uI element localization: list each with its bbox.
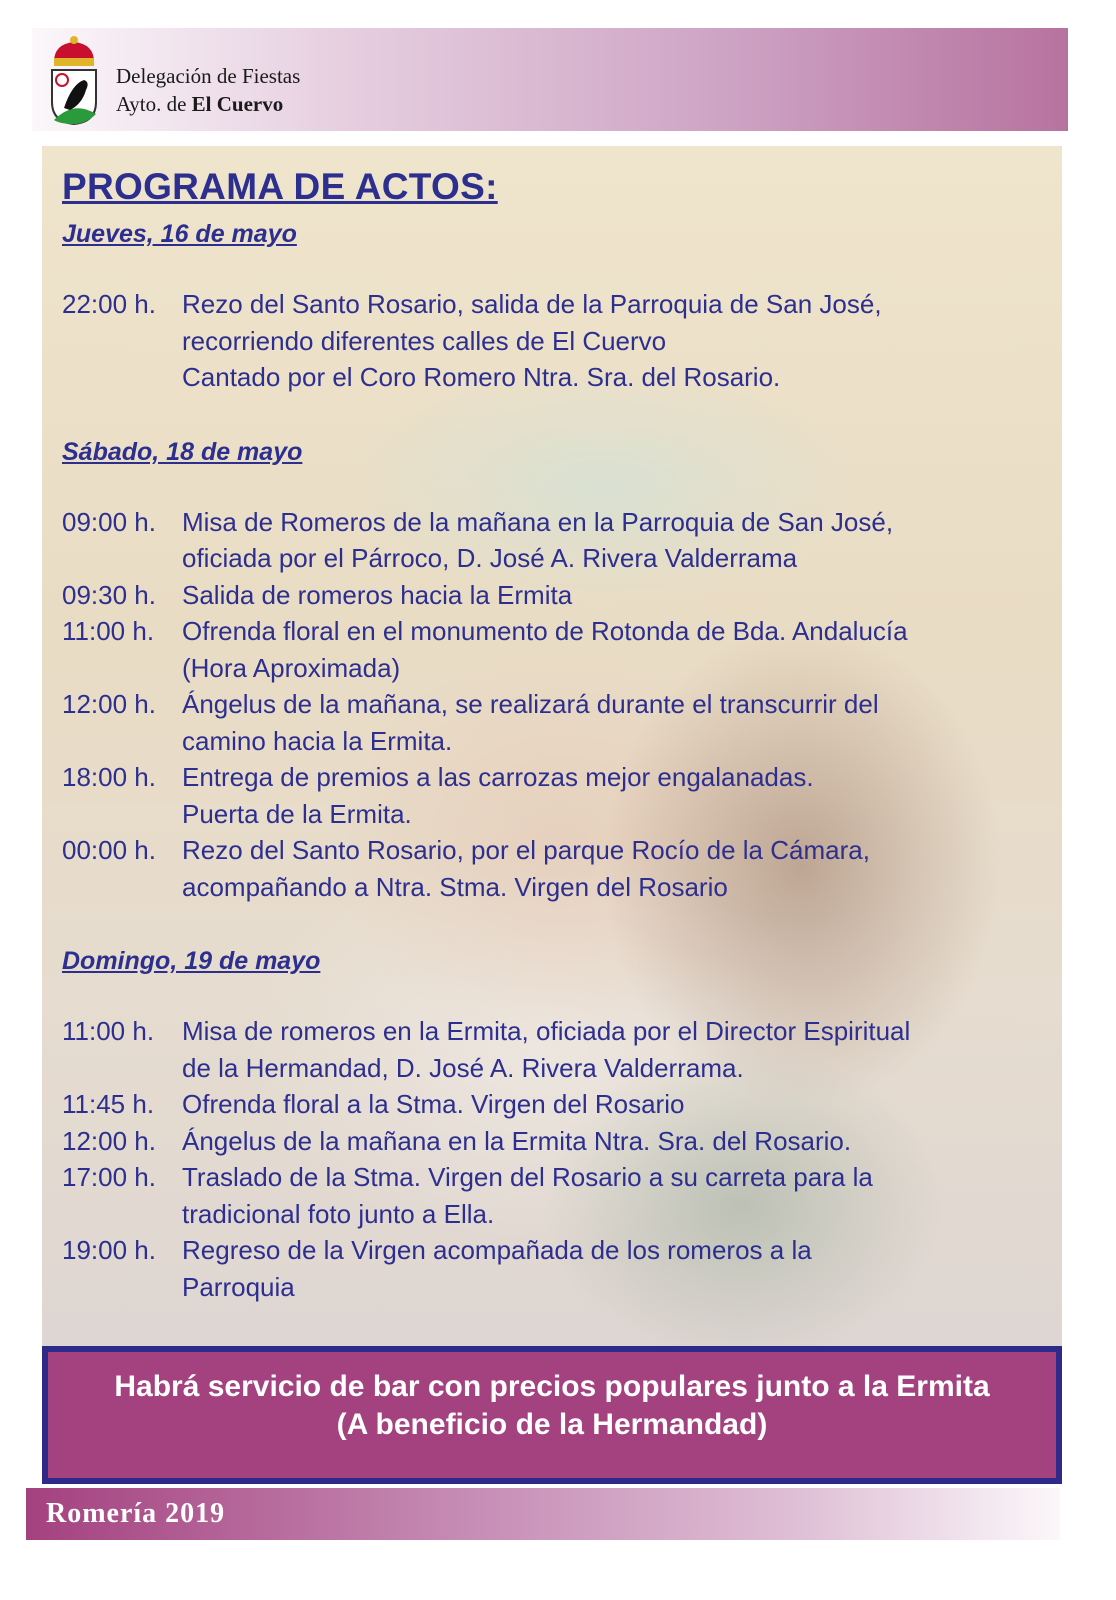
entry-description [182, 1123, 851, 1160]
coat-of-arms-icon [46, 34, 102, 126]
header-band [32, 28, 1068, 131]
entry-time: 09:30 h. [62, 579, 156, 610]
day-heading: Jueves, 16 de mayo [62, 220, 297, 248]
entry-line: camino hacia la Ermita. [182, 725, 453, 756]
header-line2-prefix: Ayto. de [116, 92, 192, 116]
entry-time: 17:00 h. [62, 1162, 156, 1192]
entry-line: Ofrenda floral en el monumento de Rotonda de Bda. Andalucía [182, 616, 908, 646]
schedule-entry [62, 832, 1062, 905]
header-line1: Delegación de Fiestas [116, 64, 301, 88]
entry-line: Puerta de la Ermita. [182, 798, 412, 829]
schedule-entry [62, 759, 1062, 832]
entry-line: Salida de romeros hacia la Ermita [182, 579, 573, 610]
entry-line: Traslado de la Stma. Virgen del Rosario a su carreta para la [182, 1162, 873, 1192]
entry-time: 22:00 h. [62, 289, 156, 319]
schedule-entry [62, 286, 1062, 396]
entry-time: 18:00 h. [62, 762, 156, 792]
schedule-entry [62, 1086, 1062, 1123]
day-heading: Sábado, 18 de mayo [62, 437, 303, 466]
spacer [62, 905, 1062, 943]
schedule-entry [62, 1013, 1062, 1086]
entry-time: 11:00 h. [62, 616, 155, 646]
entry-line: Entrega de premios a las carrozas mejor engalanadas. [182, 762, 814, 792]
entry-description [182, 286, 882, 396]
schedule-entry [62, 504, 1062, 577]
banner-line2: (A beneficio de la Hermandad) [336, 1408, 768, 1441]
schedule-entry [62, 1159, 1062, 1232]
entry-time: 12:00 h. [62, 689, 156, 719]
schedule-entry [62, 613, 1062, 686]
entry-time: 00:00 h. [62, 835, 156, 865]
footer-label: Romería 2019 [46, 1498, 226, 1529]
schedule-entry [62, 577, 1062, 614]
entry-line: de la Hermandad, D. José A. Rivera Valderrama. [182, 1052, 744, 1083]
entry-line: acompañando a Ntra. Stma. Virgen del Rosario [182, 871, 728, 902]
entry-line: recorriendo diferentes calles de El Cuervo [182, 325, 667, 356]
entry-line: Regreso de la Virgen acompañada de los romeros a la [182, 1235, 812, 1265]
page-title: PROGRAMA DE ACTOS: [62, 166, 498, 207]
entry-line: Misa de Romeros de la mañana en la Parroquia de San José, [182, 506, 894, 537]
entry-description [182, 577, 572, 614]
entry-line: Parroquia [182, 1271, 295, 1302]
schedule-entry [62, 1232, 1062, 1305]
entry-time: 09:00 h. [62, 506, 156, 537]
entry-description [182, 1013, 910, 1086]
entry-line: oficiada por el Párroco, D. José A. Rivera Valderrama [182, 543, 798, 573]
spacer [62, 396, 1062, 434]
entry-line: Rezo del Santo Rosario, salida de la Parroquia de San José, [182, 289, 882, 319]
entry-line: (Hora Aproximada) [182, 652, 401, 683]
entry-description [182, 759, 814, 832]
entry-line: Rezo del Santo Rosario, por el parque Rocío de la Cámara, [182, 835, 870, 865]
entry-description [182, 504, 893, 577]
entry-line: Ángelus de la mañana, se realizará durante el transcurrir del [182, 689, 879, 719]
entry-line: Ángelus de la mañana en la Ermita Ntra. Sra. del Rosario. [182, 1125, 852, 1156]
bar-service-banner [42, 1346, 1062, 1484]
entry-description [182, 1232, 812, 1305]
entry-line: tradicional foto junto a Ella. [182, 1198, 495, 1229]
schedule-entry [62, 1123, 1062, 1160]
header-line2-town: El Cuervo [191, 92, 284, 116]
entry-description [182, 686, 879, 759]
banner-line1: Habrá servicio de bar con precios populares junto a la Ermita [114, 1370, 990, 1403]
entry-line: Ofrenda floral a la Stma. Virgen del Rosario [182, 1089, 685, 1119]
entry-description [182, 613, 908, 686]
entry-line: Misa de romeros en la Ermita, oficiada por el Director Espiritual [182, 1016, 911, 1046]
entry-description [182, 832, 870, 905]
schedule-entry [62, 686, 1062, 759]
day-heading: Domingo, 19 de mayo [62, 947, 321, 975]
entry-time: 19:00 h. [62, 1235, 156, 1265]
entry-time: 11:45 h. [62, 1089, 155, 1119]
entry-description [182, 1159, 873, 1232]
entry-time: 12:00 h. [62, 1125, 156, 1156]
footer-band [26, 1488, 1060, 1540]
entry-line: Cantado por el Coro Romero Ntra. Sra. del Rosario. [182, 362, 781, 392]
entry-time: 11:00 h. [62, 1016, 155, 1046]
entry-description [182, 1086, 684, 1123]
program-panel [42, 146, 1062, 1350]
